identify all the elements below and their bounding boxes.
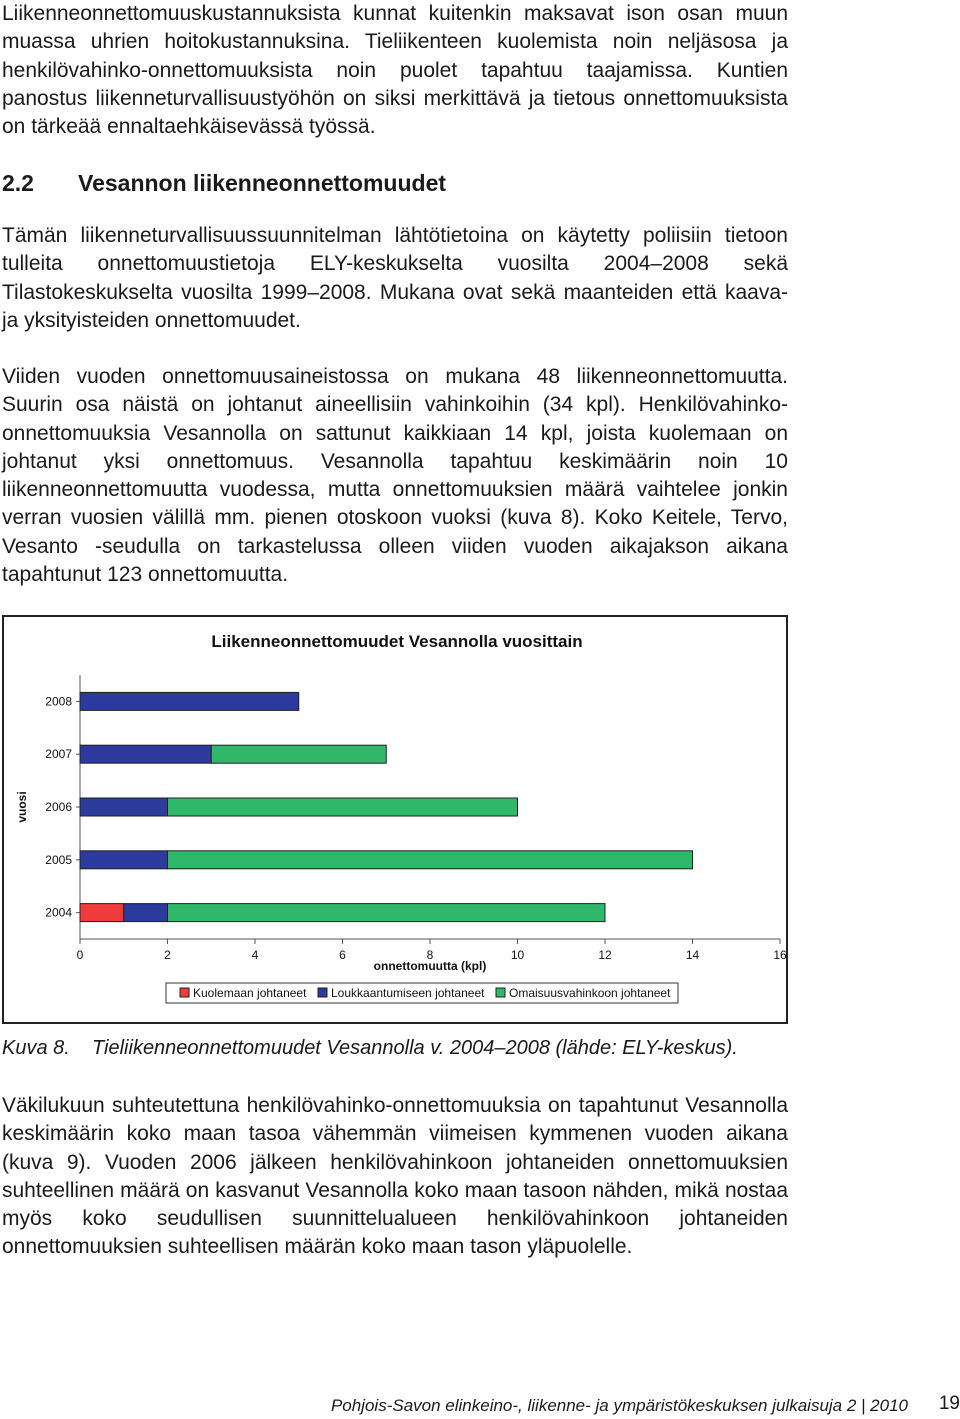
bar-segment — [80, 904, 124, 922]
bar-segment — [168, 851, 693, 869]
bar-segment — [80, 745, 211, 763]
paragraph-2: Viiden vuoden onnettomuusaineistossa on mukana 48 liikenneonnettomuutta. Suurin osa näistä on johtanut aineellisiin vahinkoihin (34 kpl). Henkilövahinko-onnettomuuksia Vesannolla on sattunut kaikkiaan 14 kpl, joista kuolemaan on johtanut yksi onnettomuus. Vesannolla tapahtuu keskimäärin noin 10 liikenneonnettomuutta vuodessa, mutta onnettomuuksien määrä vaihtelee jonkin verran vuosien välillä mm. pienen otoskoon vuoksi (kuva 8). Koko Keitele, Tervo, Vesanto -seudulla on tarkastelussa olleen viiden vuoden aikajakson aikana tapahtunut 123 onnettomuutta. — [2, 365, 788, 587]
bar-segment — [80, 851, 168, 869]
legend-label: Kuolemaan johtaneet — [193, 986, 307, 1000]
page-number: 19 — [938, 1393, 960, 1414]
y-axis-label: vuosi — [15, 791, 29, 823]
legend-label: Loukkaantumiseen johtaneet — [331, 986, 485, 1000]
y-tick-label: 2007 — [45, 747, 72, 762]
legend-swatch — [180, 988, 189, 997]
caption-label: Kuva 8. — [2, 1037, 70, 1059]
x-tick-label: 12 — [598, 948, 612, 962]
bar-segment — [168, 904, 606, 922]
x-tick-label: 2 — [164, 948, 171, 962]
x-tick-label: 0 — [76, 948, 84, 962]
bar-segment — [168, 798, 518, 816]
section-title: Vesannon liikenneonnettomuudet — [78, 170, 447, 196]
legend-swatch — [318, 988, 327, 997]
bar-segment — [80, 692, 299, 710]
section-heading — [2, 168, 446, 198]
caption-text: Tieliikenneonnettomuudet Vesannolla v. 2004–2008 (lähde: ELY-keskus). — [92, 1037, 738, 1059]
paragraph-1: Tämän liikenneturvallisuussuunnitelman lähtötietoina on käytetty poliisiin tietoon tulleita onnettomuustietoja ELY-keskukselta vuosilta 2004–2008 sekä Tilastokeskukselta vuosilta 1999–2008. Mukana ovat sekä maanteiden että kaava- ja yksityisteiden onnettomuudet. — [2, 224, 788, 332]
bar-chart — [4, 617, 790, 1026]
footer-text: Pohjois-Savon elinkeino-, liikenne- ja ympäristökeskuksen julkaisuja 2 | 2010 — [330, 1396, 908, 1415]
legend-label: Omaisuusvahinkoon johtaneet — [509, 986, 671, 1000]
x-tick-label: 6 — [339, 948, 346, 962]
legend-swatch — [496, 988, 505, 997]
x-tick-label: 8 — [426, 948, 434, 962]
x-tick-label: 4 — [251, 948, 259, 962]
intro-paragraph: Liikenneonnettomuuskustannuksista kunnat kuitenkin maksavat ison osan muun muassa uhrien hoitokustannuksina. Tieliikenteen kuolemista noin neljäsosa ja henkilövahinko-onnettomuuksista noin puolet tapahtuu taajamissa. Kuntien panostus liikenneturvallisuustyöhön on siksi merkittävä ja tietous onnettomuuksista on tärkeää ennaltaehkäisevässä työssä. — [2, 2, 788, 139]
y-tick-label: 2005 — [45, 852, 72, 867]
x-axis-label: onnettomuutta (kpl) — [373, 959, 487, 973]
x-tick-label: 14 — [685, 948, 700, 962]
paragraph-3: Väkilukuun suhteutettuna henkilövahinko-onnettomuuksia on tapahtunut Vesannolla keskimäärin koko maan tasoa vähemmän viimeisen kymmenen vuoden aikana (kuva 9). Vuoden 2006 jälkeen henkilövahinkoon johtaneiden onnettomuuksien suhteellinen määrä on kasvanut Vesannolla koko maan tasoon nähden, mikä nostaa myös koko seudullisen suunnittelualueen henkilövahinkoon johtaneiden onnettomuuksien suhteellisen määrän koko maan tason yläpuolelle. — [2, 1094, 788, 1259]
figure-caption — [2, 1034, 738, 1062]
chart-title: Liikenneonnettomuudet Vesannolla vuosittain — [211, 632, 583, 651]
bar-segment — [80, 798, 168, 816]
bar-segment — [211, 745, 386, 763]
bar-segment — [124, 904, 168, 922]
y-tick-label: 2008 — [45, 694, 72, 709]
chart-figure — [2, 615, 788, 1024]
x-tick-label: 10 — [510, 948, 525, 962]
x-tick-label: 16 — [773, 948, 787, 962]
section-number: 2.2 — [2, 170, 34, 196]
y-tick-label: 2006 — [45, 800, 72, 814]
y-tick-label: 2004 — [45, 905, 72, 920]
